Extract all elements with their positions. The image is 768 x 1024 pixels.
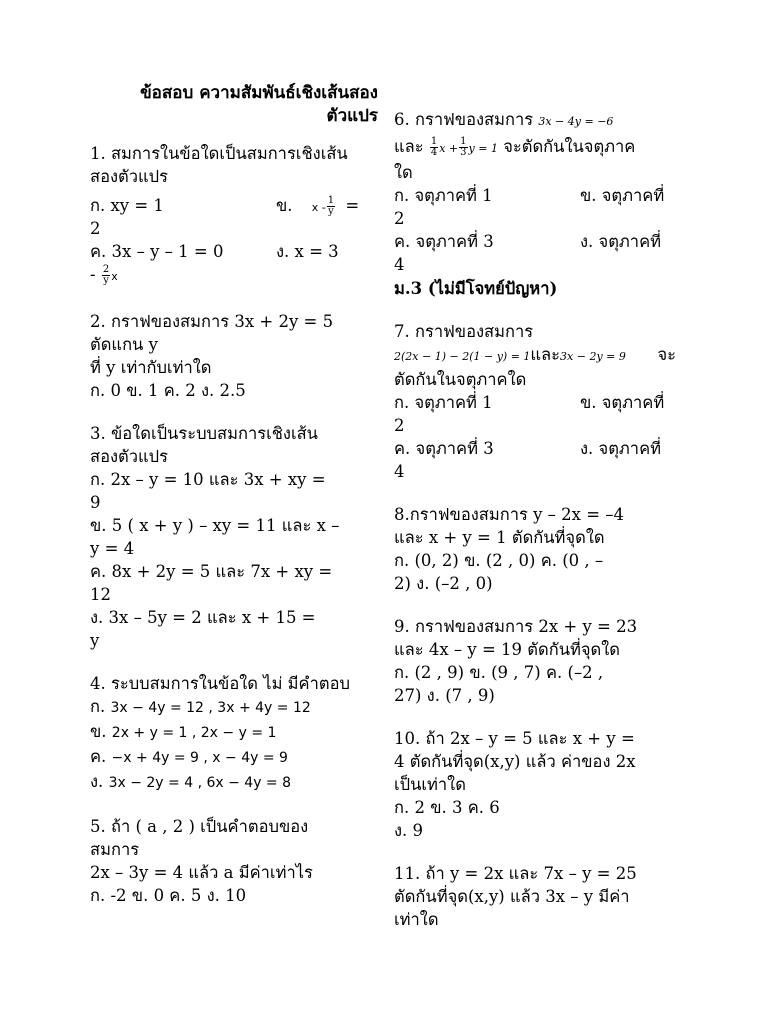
choice-d: ง. 3x – 5y = 2 และ x + 15 = bbox=[90, 608, 316, 627]
question-5: 5. ถ้า ( a , 2 ) เป็นคำตอบของ สมการ 2x – 3y = 4 แล้ว a มีค่าเท่าไร ก. -2 ข. 0 ค. 5 ง. 10 bbox=[90, 815, 378, 907]
choice-d: ง. จตุภาคที่ bbox=[580, 232, 661, 251]
choice-a: ก. 3x − 4y = 12 , 3x + 4y = 12 bbox=[90, 697, 311, 716]
section-heading: ม.3 (ไม่มีโจทย์ปัญหา) bbox=[394, 279, 558, 298]
fraction: $\frac{1}{3}$ bbox=[460, 136, 467, 158]
choice-c: ค. 8x + 2y = 5 และ 7x + xy = bbox=[90, 562, 333, 581]
choice-c: ค. จตุภาคที่ 3 bbox=[394, 232, 494, 251]
question-8: 8.กราฟของสมการ y – 2x = –4 และ x + y = 1 ตัดกันที่จุดใด ก. (0, 2) ข. (2 , 0) ค. (0 , – 2) ง. (–2 , 0) bbox=[394, 505, 625, 593]
choice-b: ข. จตุภาคที่ bbox=[580, 393, 665, 412]
choice-a: ก. จตุภาคที่ 1 bbox=[394, 393, 493, 412]
question-1 bbox=[90, 142, 378, 288]
choice-a: ก. 2x – y = 10 และ 3x + xy = bbox=[90, 470, 326, 489]
choice-row bbox=[90, 194, 378, 217]
choice-b-continued: 2 bbox=[90, 219, 101, 238]
question-11: 11. ถ้า y = 2x และ 7x – y = 25 ตัดกันที่จุด(x,y) แล้ว 3x – y มีค่า เท่าใด bbox=[394, 864, 637, 929]
question-3: 3. ข้อใดเป็นระบบสมการเชิงเส้น สองตัวแปร ก. 2x – y = 10 และ 3x + xy = 9 ข. 5 ( x + y ) – xy = 11 และ x – y = 4 ค. 8x + 2y = 5 และ 7x + xy = 12 ง. 3x – 5y = 2 และ x + 15 = y bbox=[90, 422, 378, 652]
choice-b: ข. 2x + y = 1 , 2x − y = 1 bbox=[90, 722, 277, 741]
question-stem: สองตัวแปร bbox=[90, 167, 168, 186]
choice-b: ข. 5 ( x + y ) – xy = 11 และ x – bbox=[90, 516, 340, 535]
choice-d-continued: - $\frac{2}{y}$ x bbox=[90, 264, 118, 286]
question-6: 6. กราฟของสมการ 3x − 4y = −6 และ $\frac{1}{4}$ x + $\frac{1}{3}$ y = 1 จะตัดกันในจตุภาค ใด ก. จตุภาคที่ 1 ข. จตุภาคที่ 2 ค. จตุภาคที่ 3 ง. จตุภาคที่ 4 bbox=[394, 110, 665, 274]
choice-a: ก. จตุภาคที่ 1 bbox=[394, 186, 493, 205]
choice-b: ข. x - $\frac{1}{y}$ = bbox=[276, 195, 360, 217]
choice-c: ค. จตุภาคที่ 3 bbox=[394, 439, 494, 458]
question-10: 10. ถ้า 2x – y = 5 และ x + y = 4 ตัดกันที่จุด(x,y) แล้ว ค่าของ 2x เป็นเท่าใด ก. 2 ข. 3 ค. 6 ง. 9 bbox=[394, 729, 636, 840]
choices: ก. -2 ข. 0 ค. 5 ง. 10 bbox=[90, 886, 247, 905]
question-stem: 1. สมการในข้อใดเป็นสมการเชิงเส้น bbox=[90, 144, 348, 163]
choice-d: ง. x = 3 bbox=[276, 242, 339, 261]
left-column bbox=[90, 82, 378, 907]
choice-d: ง. 3x − 2y = 4 , 6x − 4y = 8 bbox=[90, 772, 292, 791]
question-9: 9. กราฟของสมการ 2x + y = 23 และ 4x – y = 19 ตัดกันที่จุดใด ก. (2 , 9) ข. (9 , 7) ค. (–2 , 27) ง. (7 , 9) bbox=[394, 617, 638, 705]
question-7: 7. กราฟของสมการ 2(2x − 1) − 2(1 − y) = 1และ3x − 2y = 9 จะ ตัดกันในจตุภาคใด ก. จตุภาคที่ 1 ข. จตุภาคที่ 2 ค. จตุภาคที่ 3 ง. จตุภาคที่ 4 bbox=[394, 322, 676, 481]
choices: ก. 0 ข. 1 ค. 2 ง. 2.5 bbox=[90, 381, 246, 400]
right-column bbox=[394, 108, 676, 931]
choice-c: ค. −x + 4y = 9 , x − 4y = 9 bbox=[90, 747, 288, 766]
choice-d: ง. จตุภาคที่ bbox=[580, 439, 661, 458]
choice-b: ข. จตุภาคที่ bbox=[580, 186, 665, 205]
question-4: 4. ระบบสมการในข้อใด ไม่ มีคำตอบ ก. 3x − 4y = 12 , 3x + 4y = 12 ข. 2x + y = 1 , 2x − y = 1 ค. −x + 4y = 9 , x − 4y = 9 ง. 3x − 2y = 4 , 6x − 4y = 8 bbox=[90, 672, 378, 795]
fraction: $\frac{1}{4}$ bbox=[430, 136, 438, 158]
document-title: ข้อสอบ ความสัมพันธ์เชิงเส้นสอง ตัวแปร bbox=[140, 83, 378, 126]
fraction: $\frac{1}{y}$ bbox=[327, 195, 335, 217]
question-2: 2. กราฟของสมการ 3x + 2y = 5 ตัดแกน y ที่ y เท่ากับเท่าใด ก. 0 ข. 1 ค. 2 ง. 2.5 bbox=[90, 310, 378, 402]
choice-a: ก. xy = 1 bbox=[90, 196, 164, 215]
choice-row bbox=[90, 240, 378, 263]
fraction: $\frac{2}{y}$ bbox=[102, 264, 110, 286]
choice-c: ค. 3x – y – 1 = 0 bbox=[90, 242, 224, 261]
